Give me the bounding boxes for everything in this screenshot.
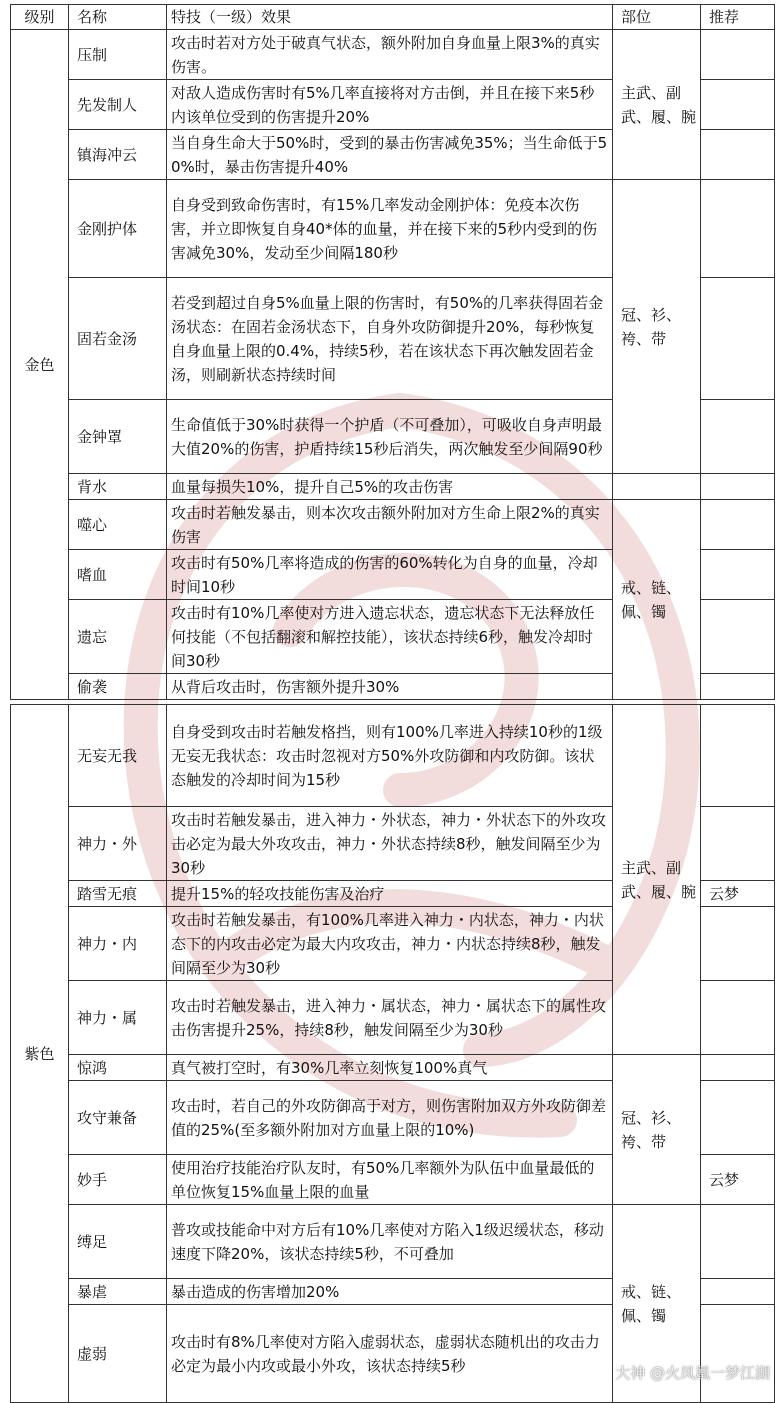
recommend-cell — [701, 500, 775, 550]
recommend-cell: 云梦 — [701, 881, 775, 907]
skill-effect: 真气被打空时，有30%几率立刻恢复100%真气 — [167, 1055, 613, 1081]
header-effect: 特技（一级）效果 — [167, 5, 613, 30]
skill-name: 无妄无我 — [69, 705, 167, 807]
slot-group: 戒、链、佩、镯 — [613, 1205, 701, 1403]
skill-name: 神力・外 — [69, 807, 167, 881]
skill-effect: 攻击时若对方处于破真气状态，额外附加自身血量上限3%的真实伤害。 — [167, 30, 613, 80]
skill-name: 金钟罩 — [69, 400, 167, 474]
skill-effect: 攻击时若触发暴击，进入神力・属状态，神力・属状态下的属性攻击伤害提升25%，持续8秒，触发间隔至少为30秒 — [167, 981, 613, 1055]
recommend-cell: 云梦 — [701, 1155, 775, 1205]
header-level: 级别 — [11, 5, 69, 30]
skill-effect: 从背后攻击时，伤害额外提升30% — [167, 674, 613, 700]
skill-effect: 自身受到攻击时若触发格挡，则有100%几率进入持续10秒的1级无妄无我状态：攻击时忽视对方50%外攻防御和内攻防御。该状态触发的冷却时间为15秒 — [167, 705, 613, 807]
recommend-cell — [701, 400, 775, 474]
skill-effect: 攻击时有8%几率使对方陷入虚弱状态，虚弱状态随机出的攻击力必定为最小内攻或最小外攻，该状态持续5秒 — [167, 1305, 613, 1403]
recommend-cell — [701, 1279, 775, 1305]
recommend-cell — [701, 907, 775, 981]
skill-name: 遗忘 — [69, 600, 167, 674]
recommend-cell — [701, 180, 775, 278]
skill-effect: 攻击时若触发暴击，有100%几率进入神力・内状态，神力・内状态下的内攻击必定为最大内攻攻击，神力・内状态持续8秒，触发间隔至少为30秒 — [167, 907, 613, 981]
skill-name: 背水 — [69, 474, 167, 500]
skill-name: 偷袭 — [69, 674, 167, 700]
slot-group: 冠、衫、袴、带 — [613, 1055, 701, 1205]
skill-name: 缚足 — [69, 1205, 167, 1279]
skill-effect: 攻击时有50%几率将造成的伤害的60%转化为自身的血量，冷却时间10秒 — [167, 550, 613, 600]
skill-name: 神力・内 — [69, 907, 167, 981]
recommend-cell — [701, 674, 775, 700]
purple-tier-table — [10, 704, 775, 1403]
skill-name: 惊鸿 — [69, 1055, 167, 1081]
skill-name: 金刚护体 — [69, 180, 167, 278]
tier-label-gold: 金色 — [11, 30, 69, 700]
recommend-cell — [701, 807, 775, 881]
slot-group: 戒、链、佩、镯 — [613, 500, 701, 700]
source-credit: 大神 @火凤凰一梦江湖 — [615, 1364, 770, 1382]
slot-group-empty — [613, 474, 701, 500]
recommend-cell — [701, 278, 775, 400]
header-slot: 部位 — [613, 5, 701, 30]
header-recommend: 推荐 — [701, 5, 775, 30]
skill-effect: 暴击造成的伤害增加20% — [167, 1279, 613, 1305]
skill-effect: 生命值低于30%时获得一个护盾（不可叠加），可吸收自身声明最大值20%的伤害，护盾持续15秒后消失，两次触发至少间隔90秒 — [167, 400, 613, 474]
skill-name: 暴虐 — [69, 1279, 167, 1305]
skill-effect: 提升15%的轻攻技能伤害及治疗 — [167, 881, 613, 907]
recommend-cell — [701, 600, 775, 674]
recommend-cell — [701, 1081, 775, 1155]
recommend-cell — [701, 1055, 775, 1081]
skill-effect: 若受到超过自身5%血量上限的伤害时，有50%的几率获得固若金汤状态：在固若金汤状态下，自身外攻防御提升20%，每秒恢复自身血量上限的0.4%，持续5秒，若在该状态下再次触发固若金汤，则刷新状态持续时间 — [167, 278, 613, 400]
header-name: 名称 — [69, 5, 167, 30]
skill-name: 镇海冲云 — [69, 130, 167, 180]
slot-group: 主武、副武、履、腕 — [613, 705, 701, 1055]
skill-effect: 攻击时有10%几率使对方进入遗忘状态，遗忘状态下无法释放任何技能（不包括翻滚和解控技能），该状态持续6秒，触发冷却时间30秒 — [167, 600, 613, 674]
skill-effect: 攻击时，若自己的外攻防御高于对方，则伤害附加双方外攻防御差值的25%(至多额外附加对方血量上限的10%) — [167, 1081, 613, 1155]
slot-group: 主武、副武、履、腕 — [613, 30, 701, 180]
recommend-cell — [701, 1305, 775, 1403]
gold-tier-table — [10, 4, 775, 700]
recommend-cell — [701, 981, 775, 1055]
recommend-cell — [701, 130, 775, 180]
recommend-cell — [701, 474, 775, 500]
skill-effect: 攻击时若触发暴击，则本次攻击额外附加对方生命上限2%的真实伤害 — [167, 500, 613, 550]
recommend-cell — [701, 550, 775, 600]
skill-effect: 当自身生命大于50%时，受到的暴击伤害减免35%；当生命低于50%时，暴击伤害提升40% — [167, 130, 613, 180]
skill-name: 嗜血 — [69, 550, 167, 600]
skill-effect: 对敌人造成伤害时有5%几率直接将对方击倒，并且在接下来5秒内该单位受到的伤害提升20% — [167, 80, 613, 130]
recommend-cell — [701, 30, 775, 80]
skill-effect: 普攻或技能命中对方后有10%几率使对方陷入1级迟缓状态，移动速度下降20%，该状态持续5秒，不可叠加 — [167, 1205, 613, 1279]
skill-name: 噬心 — [69, 500, 167, 550]
skill-effect: 使用治疗技能治疗队友时，有50%几率额外为队伍中血量最低的单位恢复15%血量上限的血量 — [167, 1155, 613, 1205]
skill-name: 妙手 — [69, 1155, 167, 1205]
slot-group: 冠、衫、袴、带 — [613, 180, 701, 474]
skill-name: 固若金汤 — [69, 278, 167, 400]
recommend-cell — [701, 1205, 775, 1279]
recommend-cell — [701, 705, 775, 807]
skill-effect: 自身受到致命伤害时，有15%几率发动金刚护体：免疫本次伤害，并立即恢复自身40*体的血量，并在接下来的5秒内受到的伤害减免30%，发动至少间隔180秒 — [167, 180, 613, 278]
recommend-cell — [701, 80, 775, 130]
skill-name: 压制 — [69, 30, 167, 80]
skill-effect: 攻击时若触发暴击，进入神力・外状态，神力・外状态下的外攻攻击必定为最大外攻攻击，神力・外状态持续8秒，触发间隔至少为30秒 — [167, 807, 613, 881]
skill-name: 攻守兼备 — [69, 1081, 167, 1155]
skill-name: 先发制人 — [69, 80, 167, 130]
tier-label-purple: 紫色 — [11, 705, 69, 1403]
skill-name: 虚弱 — [69, 1305, 167, 1403]
skill-name: 神力・属 — [69, 981, 167, 1055]
skill-name: 踏雪无痕 — [69, 881, 167, 907]
skill-effect: 血量每损失10%，提升自己5%的攻击伤害 — [167, 474, 613, 500]
